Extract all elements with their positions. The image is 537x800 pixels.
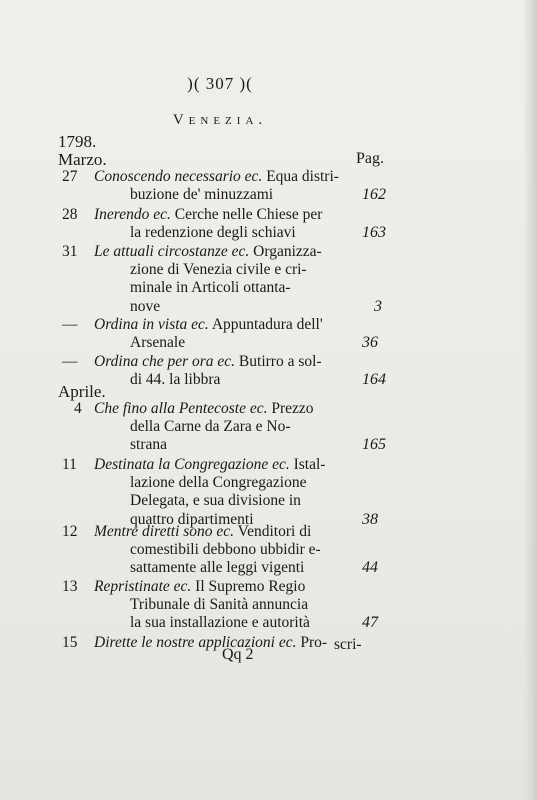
entry-day: 12 <box>62 523 78 540</box>
entry-line <box>130 261 307 279</box>
section-heading: Venezia. <box>172 112 268 128</box>
entry-text: Appuntadura dell' <box>208 316 323 333</box>
entry-day: 13 <box>62 578 78 595</box>
entry-line <box>130 334 185 352</box>
entry-line <box>130 186 273 204</box>
entry-incipit: Dirette le nostre applicazioni ec. <box>94 634 297 651</box>
entry-incipit: Che fino alla Pentecoste ec. <box>94 400 268 417</box>
entry-text: minale in Articoli ottanta- <box>130 279 291 297</box>
entry-page-ref: 162 <box>362 186 386 204</box>
entry-text: di 44. la libbra <box>130 371 221 389</box>
entry-page-ref: 163 <box>362 224 386 242</box>
entry-incipit: Conoscendo necessario ec. <box>94 168 263 185</box>
entry-incipit: Mentre diretti sono ec. <box>94 523 235 540</box>
entry-line <box>94 400 314 418</box>
entry-text: sattamente alle leggi vigenti <box>130 559 305 577</box>
entry-line <box>130 279 291 297</box>
entry-text: zione di Venezia civile e cri- <box>130 261 307 279</box>
entry-day: 27 <box>62 168 78 185</box>
signature-mark: Qq 2 <box>222 646 254 663</box>
catchword: scri- <box>334 636 362 653</box>
entry-text: Organizza- <box>249 243 322 260</box>
entry-line <box>94 456 325 474</box>
entry-incipit: Le attuali circostanze ec. <box>94 243 250 260</box>
entry-text: Delegata, e sua divisione in <box>130 492 301 510</box>
entry-day: 11 <box>62 456 77 473</box>
entry-line <box>130 541 321 559</box>
entry-line <box>130 224 296 242</box>
entry-day: — <box>62 316 78 333</box>
entry-text: nove <box>130 297 161 315</box>
entry-text: Cerche nelle Chiese per <box>170 206 323 223</box>
month-marzo: Marzo. <box>58 150 107 169</box>
entry-day: 31 <box>62 243 78 260</box>
entry-incipit: Ordina in vista ec. <box>94 316 209 333</box>
entry-day: 28 <box>62 206 78 223</box>
entry-text: Il Supremo Regio <box>191 578 306 595</box>
entry-page-ref: 164 <box>362 371 386 389</box>
entry-line <box>130 436 167 454</box>
entry-line <box>94 243 322 261</box>
entry-line <box>130 596 308 614</box>
entry-line <box>94 578 305 596</box>
entry-text: comestibili debbono ubbidir e- <box>130 541 321 559</box>
entry-line <box>94 206 322 224</box>
entry-incipit: Ordina che per ora ec. <box>94 353 236 370</box>
entry-line <box>130 614 310 632</box>
entry-line <box>94 168 339 186</box>
pag-label: Pag. <box>356 150 384 167</box>
entry-text: Butirro a sol- <box>235 353 322 370</box>
entry-day: — <box>62 353 78 370</box>
page-number: )( 307 )( <box>187 74 253 93</box>
entry-line <box>130 559 304 577</box>
entry-text: la redenzione degli schiavi <box>130 224 296 242</box>
entry-line <box>94 316 323 334</box>
entry-line <box>130 371 220 389</box>
entry-text: strana <box>130 436 168 454</box>
entry-text: Arsenale <box>130 334 186 352</box>
entry-page-ref: 44 <box>362 559 378 577</box>
entry-text: Istal- <box>289 456 326 473</box>
entry-text: la sua installazione e autorità <box>130 614 310 632</box>
entry-line <box>130 418 291 436</box>
month-aprile: Aprile. <box>58 382 106 401</box>
entry-page-ref: 36 <box>362 334 378 352</box>
entry-page-ref: 38 <box>362 510 378 528</box>
entry-text: quattro dipartimenti <box>130 510 254 528</box>
entry-line <box>94 523 311 541</box>
entry-text: Prezzo <box>267 400 314 417</box>
entry-text: Tribunale di Sanità annuncia <box>130 596 309 614</box>
entry-line <box>130 298 160 316</box>
entry-line <box>130 474 306 492</box>
entry-incipit: Repristinate ec. <box>94 578 192 595</box>
entry-text: della Carne da Zara e No- <box>130 418 291 436</box>
year-label: 1798. <box>58 132 97 151</box>
entry-text: Venditori di <box>234 523 312 540</box>
entry-text: Equa distri- <box>262 168 339 185</box>
entry-page-ref: 165 <box>362 436 386 454</box>
entry-text: buzione de' minuzzami <box>130 186 274 204</box>
entry-page-ref: 47 <box>362 614 378 632</box>
entry-line <box>94 634 327 652</box>
entry-incipit: Destinata la Congregazione ec. <box>94 456 290 473</box>
entry-page-ref: 3 <box>374 297 382 315</box>
entry-text: lazione della Congregazione <box>130 474 307 492</box>
entry-line <box>130 492 301 510</box>
entry-line <box>94 353 322 371</box>
entry-day: 4 <box>74 400 82 417</box>
entry-day: 15 <box>62 634 78 651</box>
entry-text: Pro- <box>296 634 328 651</box>
entry-incipit: Inerendo ec. <box>94 206 171 223</box>
